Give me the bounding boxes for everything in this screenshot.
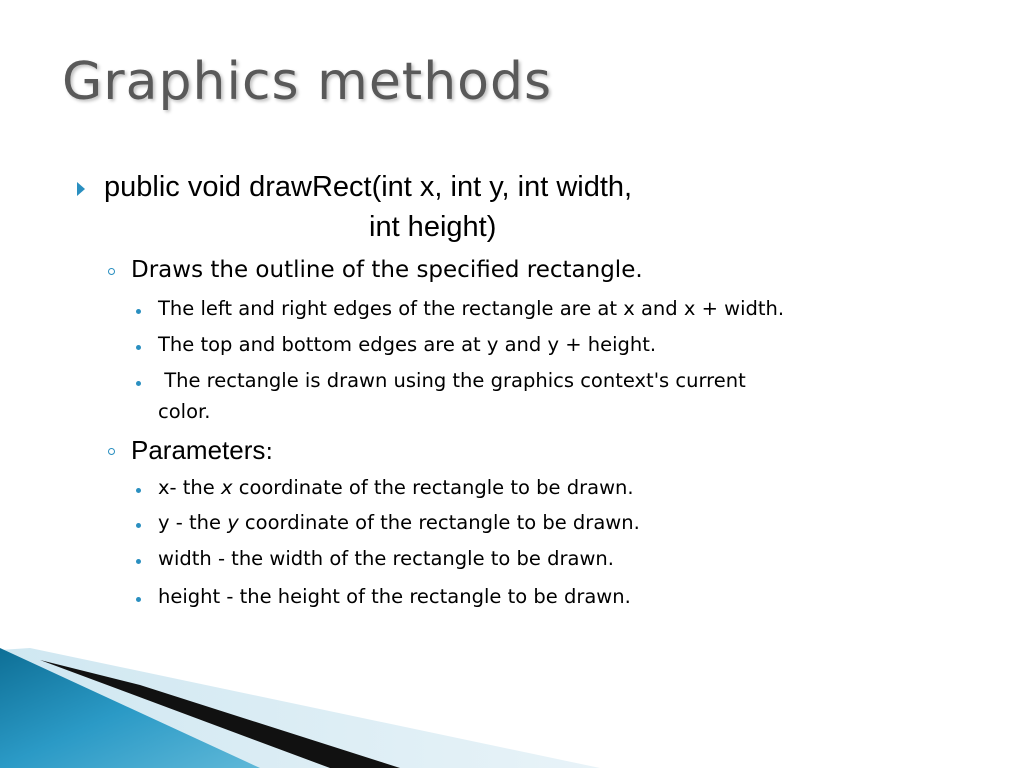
slide-title: Graphics methods xyxy=(62,52,553,112)
param-italic: y xyxy=(227,511,239,534)
param-text: coordinate of the rectangle to be drawn. xyxy=(238,511,640,534)
parameters-colon: : xyxy=(265,439,274,465)
method-description: Draws the outline of the specified rectangle. xyxy=(131,257,643,283)
method-signature-line2: int height) xyxy=(369,211,497,243)
detail-item-continuation: color. xyxy=(158,400,211,423)
detail-item: The rectangle is drawn using the graphics context's current xyxy=(158,369,746,392)
method-signature-line1: public void drawRect(int x, int y, int width, xyxy=(104,171,633,203)
param-italic: x xyxy=(220,476,233,499)
param-text: width - the width of the rectangle to be drawn. xyxy=(158,547,614,570)
param-text: y - the xyxy=(158,511,228,534)
detail-item: The left and right edges of the rectangle are at x and x + width. xyxy=(158,297,785,320)
parameters-label: Parameters xyxy=(131,435,266,465)
param-text: coordinate of the rectangle to be drawn. xyxy=(232,476,634,499)
detail-item: The top and bottom edges are at y and y + height. xyxy=(158,333,657,356)
param-text: x- the xyxy=(158,476,221,499)
param-text: height - the height of the rectangle to be drawn. xyxy=(158,585,631,608)
